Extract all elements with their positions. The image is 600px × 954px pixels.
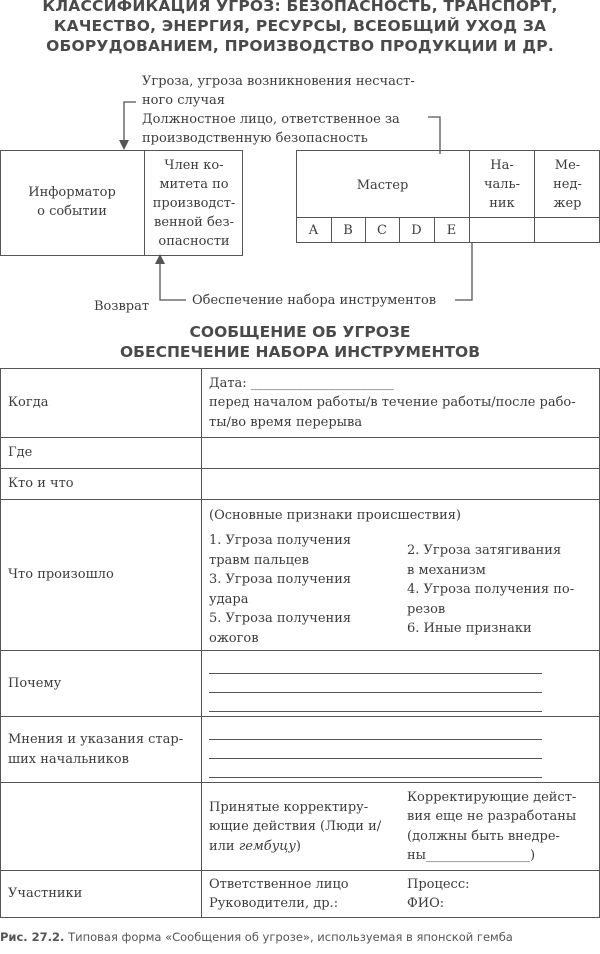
actions-label	[1, 783, 202, 871]
opinions-line	[209, 721, 542, 740]
return-connector-right	[455, 243, 472, 300]
figure-number: Рис. 27.2.	[0, 930, 65, 944]
who-value	[202, 469, 600, 500]
taken-actions: Принятые корректиру- ющие действия (Люди и/ или гембуцу)	[209, 799, 382, 854]
form-row-when	[1, 369, 600, 438]
what-value	[202, 500, 600, 651]
why-label: Почему	[1, 651, 202, 717]
grades-top-line	[296, 217, 600, 218]
classification-heading-line1: КЛАССИФИКАЦИЯ УГРОЗ: БЕЗОПАСНОСТЬ, ТРАНСПОРТ,	[42, 0, 558, 15]
opinions-label: Мнения и указания стар- ших начальников	[1, 717, 202, 783]
when-options-line2: ты/во время перерыва	[209, 414, 363, 430]
form-row-participants	[1, 871, 600, 918]
return-connector-left	[160, 258, 186, 300]
grade-e: E	[446, 223, 457, 238]
sign-3: 3. Угроза получения	[209, 572, 352, 588]
participants-value	[202, 871, 600, 918]
who-label: Кто и что	[1, 469, 202, 500]
form-title-line1: СООБЩЕНИЕ ОБ УГРОЗЕ	[189, 323, 411, 341]
grade-a: A	[308, 223, 319, 238]
form-row-why	[1, 651, 600, 717]
date-field: Дата: ______________________	[209, 375, 394, 391]
return-label: Возврат	[94, 299, 150, 314]
note-arrow-line	[124, 102, 136, 145]
where-label: Где	[1, 438, 202, 469]
sign-1: 1. Угроза получения	[209, 533, 352, 549]
why-line	[209, 693, 542, 712]
responsible-persons: Ответственное лицо Руководители, др.:	[209, 876, 349, 911]
officer-note-line2: производственную безопасность	[142, 131, 368, 146]
sign-6: 6. Иные признаки	[407, 621, 532, 637]
committee-member-label: Член ко- митета по производст- венной без- опасности	[152, 158, 236, 249]
form-row-where	[1, 438, 600, 469]
grade-c: C	[377, 223, 387, 238]
tools-label: Обеспечение набора инструментов	[192, 293, 437, 308]
when-value	[202, 369, 600, 438]
why-line	[209, 655, 542, 674]
grade-b: B	[343, 223, 353, 238]
informer-label: Информатор о событии	[28, 185, 116, 219]
signs-heading: (Основные признаки происшествия)	[209, 507, 462, 523]
where-value	[202, 438, 600, 469]
form-row-who	[1, 469, 600, 500]
sign-5: 5. Угроза получения	[209, 611, 352, 627]
threat-report-form	[0, 368, 600, 918]
why-value	[202, 651, 600, 717]
actions-value	[202, 783, 600, 871]
sign-2: 2. Угроза затягивания	[407, 543, 562, 559]
note-arrow-head	[119, 140, 129, 150]
signs-left-column: 1. Угроза получения травм пальцев 3. Угроза получения удара 5. Угроза получения ожогов	[209, 531, 407, 648]
officer-note-line1: Должностное лицо, ответственное за	[142, 112, 400, 127]
why-line	[209, 674, 542, 693]
form-row-actions	[1, 783, 600, 871]
classification-heading-line3: ОБОРУДОВАНИЕМ, ПРОИЗВОДСТВО ПРОДУКЦИИ И ДР.	[46, 37, 554, 55]
signs-right-column: 2. Угроза затягивания в механизм 4. Угроза получения по- резов 6. Иные признаки	[407, 531, 574, 648]
figure-caption	[0, 930, 513, 944]
what-label: Что произошло	[1, 500, 202, 651]
form-title-line2: ОБЕСПЕЧЕНИЕ НАБОРА ИНСТРУМЕНТОВ	[119, 343, 481, 361]
boss-label: На- чаль- ник	[483, 158, 521, 211]
officer-connector	[428, 117, 440, 154]
pending-actions: Корректирующие дейст- вия еще не разработаны (должны быть внедре- ны________________)	[407, 789, 577, 863]
form-row-opinions	[1, 717, 600, 783]
master-label: Мастер	[356, 178, 409, 193]
sign-4: 4. Угроза получения по-	[407, 582, 575, 598]
threat-note-line1: Угроза, угроза возникновения несчаст-	[142, 74, 415, 89]
classification-heading-line2: КАЧЕСТВО, ЭНЕРГИЯ, РЕСУРСЫ, ВСЕОБЩИЙ УХОД ЗА	[53, 17, 547, 35]
opinions-line	[209, 759, 542, 778]
manager-label: Ме- нед- жер	[553, 158, 582, 211]
signs-columns	[209, 531, 592, 648]
when-label: Когда	[1, 369, 202, 438]
process-info: Процесс: ФИО:	[407, 876, 470, 911]
opinions-line	[209, 740, 542, 759]
opinions-value	[202, 717, 600, 783]
form-row-what	[1, 500, 600, 651]
threat-note-line2: ного случая	[142, 93, 225, 108]
actions-columns	[209, 788, 592, 866]
grade-d: D	[411, 223, 422, 238]
when-options-line1: перед началом работы/в течение работы/после рабо-	[209, 395, 576, 411]
figure-caption-text: Типовая форма «Сообщения об угрозе», используемая в японской гемба	[64, 930, 513, 944]
participants-label: Участники	[1, 871, 202, 918]
